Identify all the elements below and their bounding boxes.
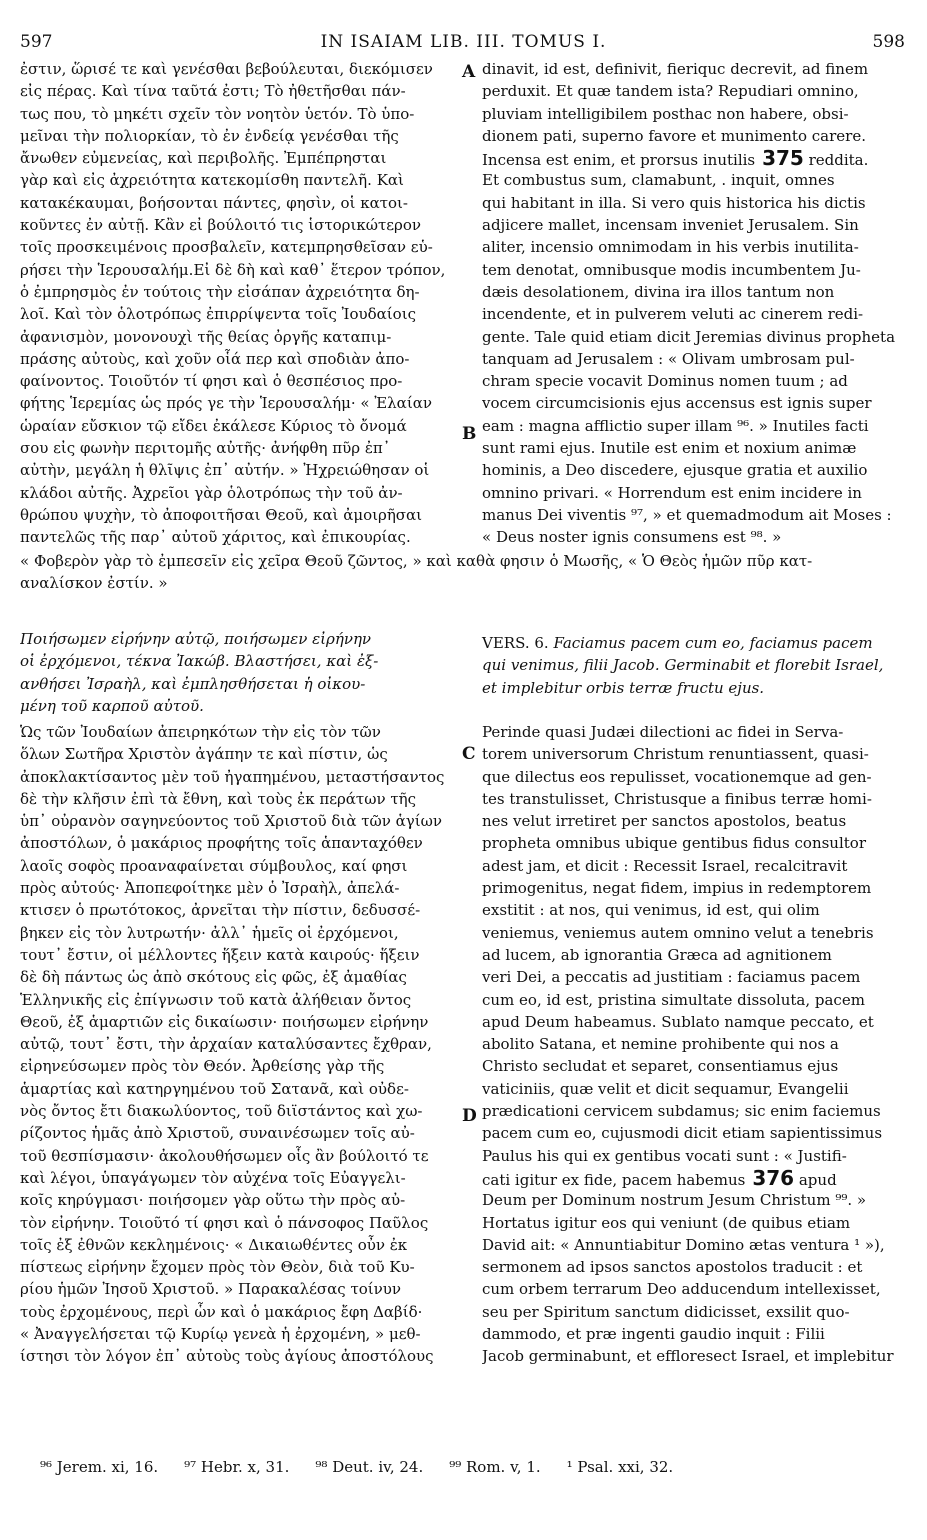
latin-line: pacem cum eo, cujusmodi dicit etiam sapientissimus [482, 1124, 883, 1143]
latin-column-bottom [482, 721, 910, 1368]
latin-line: manus Dei viventis ⁹⁷, » et quemadmodum ait Moses : [482, 505, 892, 524]
latin-line: adjicere mallet, incensam inveniet Jerusalem. Sin [482, 216, 859, 235]
latin-line: tem denotat, omnibusque modis incumbentem Ju- [482, 260, 861, 279]
greek-line: τως που, τὸ μηκέτι σχεῖν τὸν νοητὸν ὑετόν. Τὸ ὑπο- [20, 104, 415, 123]
latin-line: tes transtulisset, Christusque a finibus terræ homi- [482, 789, 872, 808]
latin-line: adest jam, et dicit : Recessit Israel, recalcitravit [482, 856, 848, 875]
latin-line: apud Deum habeamus. Sublato namque peccato, et [482, 1012, 874, 1031]
latin-line: omnino privari. « Horrendum est enim incidere in [482, 483, 862, 502]
greek-line: λοῖ. Καὶ τὸν ὁλοτρόπως ἐπιρρίψεντα τοῖς Ἰουδαίοις [20, 305, 416, 324]
greek-line: τὸν εἰρήνην. Τοιοῦτό τί φησι καὶ ὁ πάνσοφος Παῦλος [20, 1213, 429, 1232]
greek-line: τοὺς ἐρχομένους, περὶ ὧν καὶ ὁ μακάριος ἔφη Δαβίδ· [20, 1302, 423, 1321]
latin-line: « Deus noster ignis consumens est ⁹⁸. » [482, 528, 782, 547]
latin-line: prædicationi cervicem subdamus; sic enim faciemus [482, 1102, 881, 1121]
latin-line: veri Dei, a peccatis ad justitiam : faciamus pacem [482, 968, 861, 987]
latin-line: gente. Tale quid etiam dicit Jeremias divinus propheta [482, 327, 896, 346]
latin-line: Deum per Dominum nostrum Jesum Christum ⁹⁹. » [482, 1191, 867, 1210]
latin-line: Perinde quasi Judæi dilectioni ac fidei in Serva- [482, 723, 844, 741]
greek-line: τουτ᾽ ἔστιν, οἱ μέλλοντες ἥξειν κατὰ καιρούς· ἥξειν [20, 945, 420, 964]
latin-verse [482, 632, 910, 699]
latin-line: ad lucem, ab ignorantia Græca ad agnitionem [482, 945, 832, 964]
latin-line: dinavit, id est, definivit, fieriquc decrevit, ad finem [482, 60, 869, 78]
latin-line: dæis desolationem, divina ira illos tantum non [482, 282, 835, 301]
greek-line: κοῖς κηρύγμασι· ποιήσομεν γὰρ οὕτω τὴν πρὸς αὐ- [20, 1191, 406, 1210]
greek-line: ἀποστόλων, ὁ μακάριος προφήτης τοῖς ἁπανταχόθεν [20, 834, 423, 853]
latin-line: eam : magna afflictio super illam ⁹⁶. » Inutiles facti [482, 416, 869, 435]
greek-line: πρὸς αὐτούς· Ἀποπεφοίτηκε μὲν ὁ Ἰσραὴλ, ἀπελά- [20, 879, 400, 898]
full-width-line-2: αναλίσκον ἐστίν. » [20, 574, 168, 592]
greek-line: ὑπ᾽ οὐρανὸν σαγηνεύοντος τοῦ Χριστοῦ διὰ τῶν ἁγίων [20, 812, 442, 831]
latin-line: cati igitur ex fide, pacem habemus 376 apud [482, 1165, 837, 1190]
greek-line: κοῦντες ἐν αὐτῇ. Κἂν εἰ βούλοιτό τις ἱστορικώτερον [20, 216, 422, 235]
greek-line: ὁ ἐμπρησμὸς ἐν τούτοις τὴν εἰσάπαν ἀχρειότητα δη- [20, 282, 420, 301]
greek-line: κτισεν ὁ πρωτότοκος, ἀρνεῖται τὴν πίστιν, δεδυσσέ- [20, 901, 421, 920]
latin-line: dionem pati, superno favore et munimento carere. [482, 126, 866, 145]
greek-verse-line: Ποιήσωμεν εἰρήνην αὐτῷ, ποιήσωμεν εἰρήνην [20, 630, 372, 648]
greek-line: δὲ δὴ πάντως ὡς ἀπὸ σκότους εἰς φῶς, ἐξ ἀμαθίας [20, 968, 407, 987]
greek-verse-line: ανθήσει Ἰσραὴλ, καὶ ἐμπλησθήσεται ἡ οἰκου- [20, 674, 366, 693]
greek-line: καὶ λέγοι, ὑπαγάγωμεν τὸν αὐχένα τοῖς Εὐαγγελι- [20, 1168, 406, 1187]
latin-line: vaticiniis, quæ velit et dicit sequamur, Evangelii [482, 1079, 849, 1098]
margin-letter-d: D [462, 1106, 477, 1126]
greek-column-bottom [20, 721, 458, 1368]
full-width-line-1: « Φοβερὸν γὰρ τὸ ἐμπεσεῖν εἰς χεῖρα Θεοῦ ζῶντος, » καὶ καθὰ φησιν ὁ Μωσῆς, « Ὁ Θεὸς ἡμῶν πῦρ κατ- [20, 552, 813, 570]
latin-column-top [482, 58, 910, 549]
greek-line: νὸς ὄντος ἔτι διακωλύοντος, τοῦ διϊστάντος καὶ χω- [20, 1102, 423, 1121]
greek-line: παντελῶς τῆς παρ᾽ αὐτοῦ χάριτος, καὶ ἐπικουρίας. [20, 528, 411, 547]
greek-line: αὐτῷ, τουτ᾽ ἔστι, τὴν ἀρχαίαν καταλύσαντες ἔχθραν, [20, 1035, 432, 1054]
latin-line: tanquam ad Jerusalem : « Olivam umbrosam pul- [482, 349, 855, 368]
greek-line: ὅλων Σωτῆρα Χριστὸν ἀγάπην τε καὶ πίστιν, ὡς [20, 745, 388, 764]
latin-line: Paulus his qui ex gentibus vocati sunt : « Justifi- [482, 1146, 847, 1165]
latin-line: incendente, et in pulverem veluti ac cinerem redi- [482, 305, 864, 324]
greek-verse-line: μένη τοῦ καρποῦ αὐτοῦ. [20, 696, 204, 715]
greek-verse-line: οἱ ἐρχόμενοι, τέκνα Ἰακώβ. Βλαστήσει, καὶ ἐξ- [20, 652, 379, 671]
greek-line: « Ἀναγγελήσεται τῷ Κυρίῳ γενεὰ ἡ ἐρχομένη, » μεθ- [20, 1325, 421, 1344]
greek-line: θρώπου ψυχὴν, τὸ ἀποφοιτῆσαι Θεοῦ, καὶ ἀμοιρῆσαι [20, 505, 423, 524]
latin-line: chram specie vocavit Dominus nomen tuum ; ad [482, 372, 848, 391]
greek-line: ἁμαρτίας καὶ κατηργημένου τοῦ Σατανᾶ, καὶ οὐδε- [20, 1079, 409, 1098]
greek-line: μεῖναι τὴν πολιορκίαν, τὸ ἐν ἐνδείᾳ γενέσθαι τῆς [20, 126, 399, 145]
latin-line: aliter, incensio omnimodam in his verbis inutilita- [482, 238, 859, 257]
latin-line: Incensa est enim, et prorsus inutilis 375 reddita. [482, 146, 869, 171]
verse-line-1: Faciamus pacem cum eo, faciamus pacem [548, 634, 873, 652]
latin-line: qui habitant in illa. Si vero quis historica his dictis [482, 193, 866, 212]
greek-line: δὲ τὴν κλῆσιν ἐπὶ τὰ ἔθνη, καὶ τοὺς ἐκ περάτων τῆς [20, 789, 417, 808]
greek-line: κατακέκαυμαι, βοήσονται πάντες, φησὶν, οἱ κατοι- [20, 193, 408, 212]
footnote: ⁹⁶ Jerem. xi, 16. [40, 1458, 159, 1476]
latin-line: cum eo, id est, pristina simultate dissoluta, pacem [482, 990, 865, 1009]
greek-column-top [20, 58, 458, 549]
latin-line: seu per Spiritum sanctum didicisset, exsilit quo- [482, 1302, 850, 1321]
greek-line: ρήσει τὴν Ἱερουσαλήμ.Εἰ δὲ δὴ καὶ καθ᾽ ἕτερον τρόπον, [20, 260, 446, 279]
greek-line: ἐστιν, ὥρισέ τε καὶ γενέσθαι βεβούλευται, διεκόμισεν [20, 60, 433, 78]
latin-line: sunt rami ejus. Inutile est enim et noxium animæ [482, 439, 857, 458]
greek-line: γὰρ καὶ εἰς ἀχρειότητα κατεκομίσθη παντελῆ. Καὶ [20, 171, 404, 190]
latin-line: pluviam intelligibilem posthac non habere, obsi- [482, 104, 849, 123]
latin-line: que dilectus eos repulisset, vocationemque ad gen- [482, 767, 872, 786]
latin-line: exstitit : at nos, qui venimus, id est, qui olim [482, 901, 820, 920]
latin-line: vocem circumcisionis ejus accensus est ignis super [482, 394, 872, 413]
greek-line: φαίνοντος. Τοιοῦτόν τί φησι καὶ ὁ θεσπέσιος προ- [20, 372, 403, 391]
greek-line: ὡραίαν εὔσκιον τῷ εἴδει ἐκάλεσε Κύριος τὸ ὄνομά [20, 416, 407, 435]
text-fragment: apud [794, 1170, 837, 1189]
greek-line: φήτης Ἱερεμίας ὡς πρός γε τὴν Ἱερουσαλήμ· « Ἐλαίαν [20, 394, 432, 413]
greek-line: τοῦ θεσπίσμασιν· ἀκολουθήσωμεν οἷς ἂν βούλοιτό τε [20, 1146, 429, 1165]
greek-line: Θεοῦ, ἐξ ἁμαρτιῶν εἰς δικαίωσιν· ποιήσωμεν εἰρήνην [20, 1012, 429, 1031]
greek-line: λαοῖς σοφὸς προαναφαίνεται σύμβουλος, καί φησι [20, 856, 408, 875]
latin-line: sermonem ad ipsos sanctos apostolos traducit : et [482, 1258, 863, 1277]
greek-line: ἀφανισμὸν, μονονουχὶ τῆς θείας ὀργῆς καταπιμ- [20, 327, 392, 346]
latin-line: David ait: « Annuntiabitur Domino ætas ventura ¹ »), [482, 1235, 885, 1254]
greek-line: πίστεως εἰρήνην ἔχομεν πρὸς τὸν Θεὸν, διὰ τοῦ Κυ- [20, 1258, 415, 1277]
margin-letter-c: C [462, 744, 476, 764]
greek-line: τοῖς προσκειμένοις προσβαλεῖν, κατεμπρησθεῖσαν εὑ- [20, 238, 433, 257]
footnotes [40, 1458, 910, 1476]
greek-line: ἀποκλακτίσαντος μὲν τοῦ ἠγαπημένου, μεταστήσαντος [20, 767, 445, 786]
greek-line: βηκεν εἰς τὸν λυτρωτήν· ἀλλ᾽ ἡμεῖς οἱ ἐρχόμενοι, [20, 923, 399, 942]
page-number-left: 597 [20, 32, 53, 52]
greek-line: ίστησι τὸν λόγον ἐπ᾽ αὐτοὺς τοὺς ἁγίους ἀποστόλους [20, 1347, 434, 1366]
footnote: ⁹⁹ Rom. v, 1. [449, 1458, 541, 1476]
greek-line: εἰς πέρας. Καὶ τίνα ταῦτά ἐστι; Τὸ ἠθετῆσθαι πάν- [20, 82, 406, 101]
latin-line: primogenitus, negat fidem, impius in redemptorem [482, 879, 872, 898]
greek-line: αὐτὴν, μεγάλη ἡ θλῖψις ἐπ᾽ αὐτήν. » Ἠχρειώθησαν οἱ [20, 461, 430, 480]
running-title: IN ISAIAM LIB. III. TOMUS I. [320, 32, 607, 52]
latin-line: Et combustus sum, clamabunt, . inquit, omnes [482, 171, 835, 190]
latin-line: Jacob germinabunt, et effloresect Israel, et implebitur [482, 1347, 894, 1366]
text-fragment: reddita. [803, 151, 869, 170]
latin-line: torem universorum Christum renuntiassent, quasi- [482, 745, 869, 764]
footnote: ⁹⁷ Hebr. x, 31. [184, 1458, 290, 1476]
verse-label: VERS. 6. [482, 634, 549, 652]
footnote: ¹ Psal. xxi, 32. [566, 1458, 674, 1476]
footnote: ⁹⁸ Deut. iv, 24. [315, 1458, 424, 1476]
latin-line: veniemus, veniemus autem omnino velut a tenebris [482, 923, 874, 942]
greek-line: Ἑλληνικῆς εἰς ἐπίγνωσιν τοῦ κατὰ ἀλήθειαν ὄντος [20, 990, 412, 1009]
greek-line: Ὡς τῶν Ἰουδαίων ἀπειρηκότων τὴν εἰς τὸν τῶν [20, 723, 381, 741]
greek-verse [20, 628, 458, 717]
column-number: 376 [745, 1165, 795, 1190]
greek-line: πράσης αὐτοὺς, καὶ χοῦν οἷά περ καὶ σποδιὰν ἀπο- [20, 349, 410, 368]
latin-line: hominis, a Deo discedere, ejusque gratia et auxilio [482, 461, 868, 480]
greek-line: ἄνωθεν εὐμενείας, καὶ περιβολῆς. Ἐμπέπρησται [20, 149, 387, 168]
latin-line: cum orbem terrarum Deo adducendum intellexisset, [482, 1280, 881, 1299]
latin-line: Hortatus igitur eos qui veniunt (de quibus etiam [482, 1213, 851, 1232]
page-number-right: 598 [872, 32, 905, 52]
greek-line: τοῖς ἐξ ἐθνῶν κεκλημένοις· « Δικαιωθέντες οὖν ἐκ [20, 1235, 408, 1254]
verse-line-3: et implebitur orbis terræ fructu ejus. [482, 678, 765, 697]
greek-line: κλάδοι αὐτῆς. Ἀχρεῖοι γὰρ ὁλοτρόπως τὴν τοῦ ἀν- [20, 483, 403, 502]
latin-line: perduxit. Et quæ tandem ista? Repudiari omnino, [482, 82, 859, 101]
greek-line: ρίζοντος ἡμᾶς ἀπὸ Χριστοῦ, συναινέσωμεν τοῖς αὐ- [20, 1124, 415, 1143]
margin-letter-a: A [462, 62, 476, 82]
column-number: 375 [755, 146, 804, 171]
latin-line: dammodo, et præ ingenti gaudio inquit : Filii [482, 1325, 825, 1344]
greek-line: σου εἰς φωνὴν περιτομῆς αὐτῆς· ἀνήφθη πῦρ ἐπ᾽ [20, 439, 391, 458]
latin-line: abolito Satana, et nemine prohibente qui nos a [482, 1035, 839, 1054]
greek-line: εἰρηνεύσωμεν πρὸς τὸν Θεόν. Ἀρθείσης γὰρ τῆς [20, 1057, 385, 1076]
latin-line: Christo secludat et separet, consentiamus ejus [482, 1057, 839, 1076]
margin-letter-b: B [462, 424, 477, 444]
latin-line: propheta omnibus ubique gentibus fidus consultor [482, 834, 866, 853]
verse-line-2: qui venimus, filii Jacob. Germinabit et florebit Israel, [482, 656, 884, 675]
greek-line: ρίου ἡμῶν Ἰησοῦ Χριστοῦ. » Παρακαλέσας τοίνυν [20, 1280, 402, 1299]
latin-line: nes velut irretiret per sanctos apostolos, beatus [482, 812, 847, 831]
